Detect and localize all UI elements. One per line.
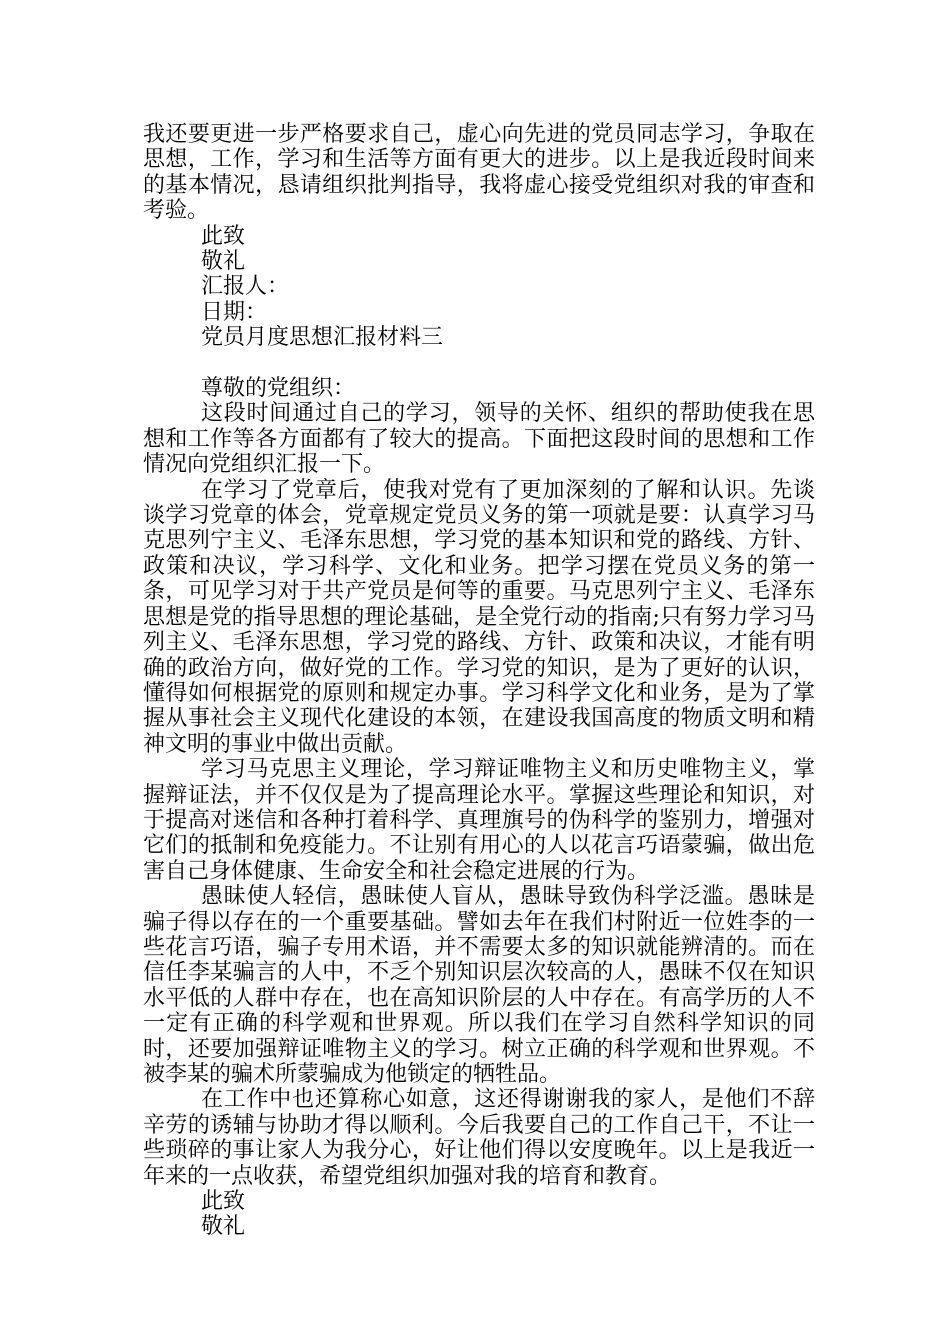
paragraph-continuation: 我还要更进一步严格要求自己，虚心向先进的党员同志学习，争取在思想，工作，学习和生活等方面有更大的进步。以上是我近段时间来的基本情况，恳请组织批判指导，我将虚心接受党组织对我的审查和考验。 [143, 122, 815, 224]
paragraph-4: 愚昧使人轻信，愚昧使人盲从，愚昧导致伪科学泛滥。愚昧是骗子得以存在的一个重要基础。譬如去年在我们村附近一位姓李的一些花言巧语，骗子专用术语，并不需要太多的知识就能辨清的。而在信任李某骗言的人中，不乏个别知识层次较高的人，愚昧不仅在知识水平低的人群中存在，也在高知识阶层的人中存在。有高学历的人不一定有正确的科学观和世界观。所以我们在学习自然科学知识的同时，还要加强辩证唯物主义的学习。树立正确的科学观和世界观。不被李某的骗术所蒙骗成为他锁定的牺牲品。 [143, 884, 815, 1088]
document-page [143, 122, 815, 1240]
paragraph-3: 学习马克思主义理论，学习辩证唯物主义和历史唯物主义，掌握辩证法，并不仅仅是为了提高理论水平。掌握这些理论和知识，对于提高对迷信和各种打着科学、真理旗号的伪科学的鉴别力，增强对它们的抵制和免疫能力。不让别有用心的人以花言巧语蒙骗，做出危害自己身体健康、生命安全和社会稳定进展的行为。 [143, 757, 815, 884]
salutation-line: 敬礼 [201, 249, 246, 275]
salutation-line-2: 敬礼 [201, 1214, 246, 1240]
reporter-line: 汇报人： [201, 274, 290, 300]
paragraph-1: 这段时间通过自己的学习，领导的关怀、组织的帮助使我在思想和工作等各方面都有了较大的提高。下面把这段时间的思想和工作情况向党组织汇报一下。 [143, 401, 815, 478]
date-line: 日期： [201, 299, 268, 325]
section-title: 党员月度思想汇报材料三 [201, 325, 444, 351]
closing-line: 此致 [201, 223, 246, 249]
greeting-line: 尊敬的党组织： [201, 376, 356, 402]
blank-line [143, 351, 815, 376]
closing-line-2: 此致 [201, 1189, 246, 1215]
paragraph-2: 在学习了党章后，使我对党有了更加深刻的了解和认识。先谈谈学习党章的体会，党章规定党员义务的第一项就是要：认真学习马克思列宁主义、毛泽东思想，学习党的基本知识和党的路线、方针、政策和决议，学习科学、文化和业务。把学习摆在党员义务的第一条，可见学习对于共产党员是何等的重要。马克思列宁主义、毛泽东思想是党的指导思想的理论基础，是全党行动的指南;只有努力学习马列主义、毛泽东思想，学习党的路线、方针、政策和决议，才能有明确的政治方向，做好党的工作。学习党的知识，是为了更好的认识，懂得如何根据党的原则和规定办事。学习科学文化和业务，是为了掌握从事社会主义现代化建设的本领，在建设我国高度的物质文明和精神文明的事业中做出贡献。 [143, 477, 815, 757]
paragraph-5: 在工作中也还算称心如意，这还得谢谢我的家人，是他们不辞辛劳的诱辅与协助才得以顺利。今后我要自己的工作自己干，不让一些琐碎的事让家人为我分心，好让他们得以安度晚年。以上是我近一年来的一点收获，希望党组织加强对我的培育和教育。 [143, 1087, 815, 1189]
